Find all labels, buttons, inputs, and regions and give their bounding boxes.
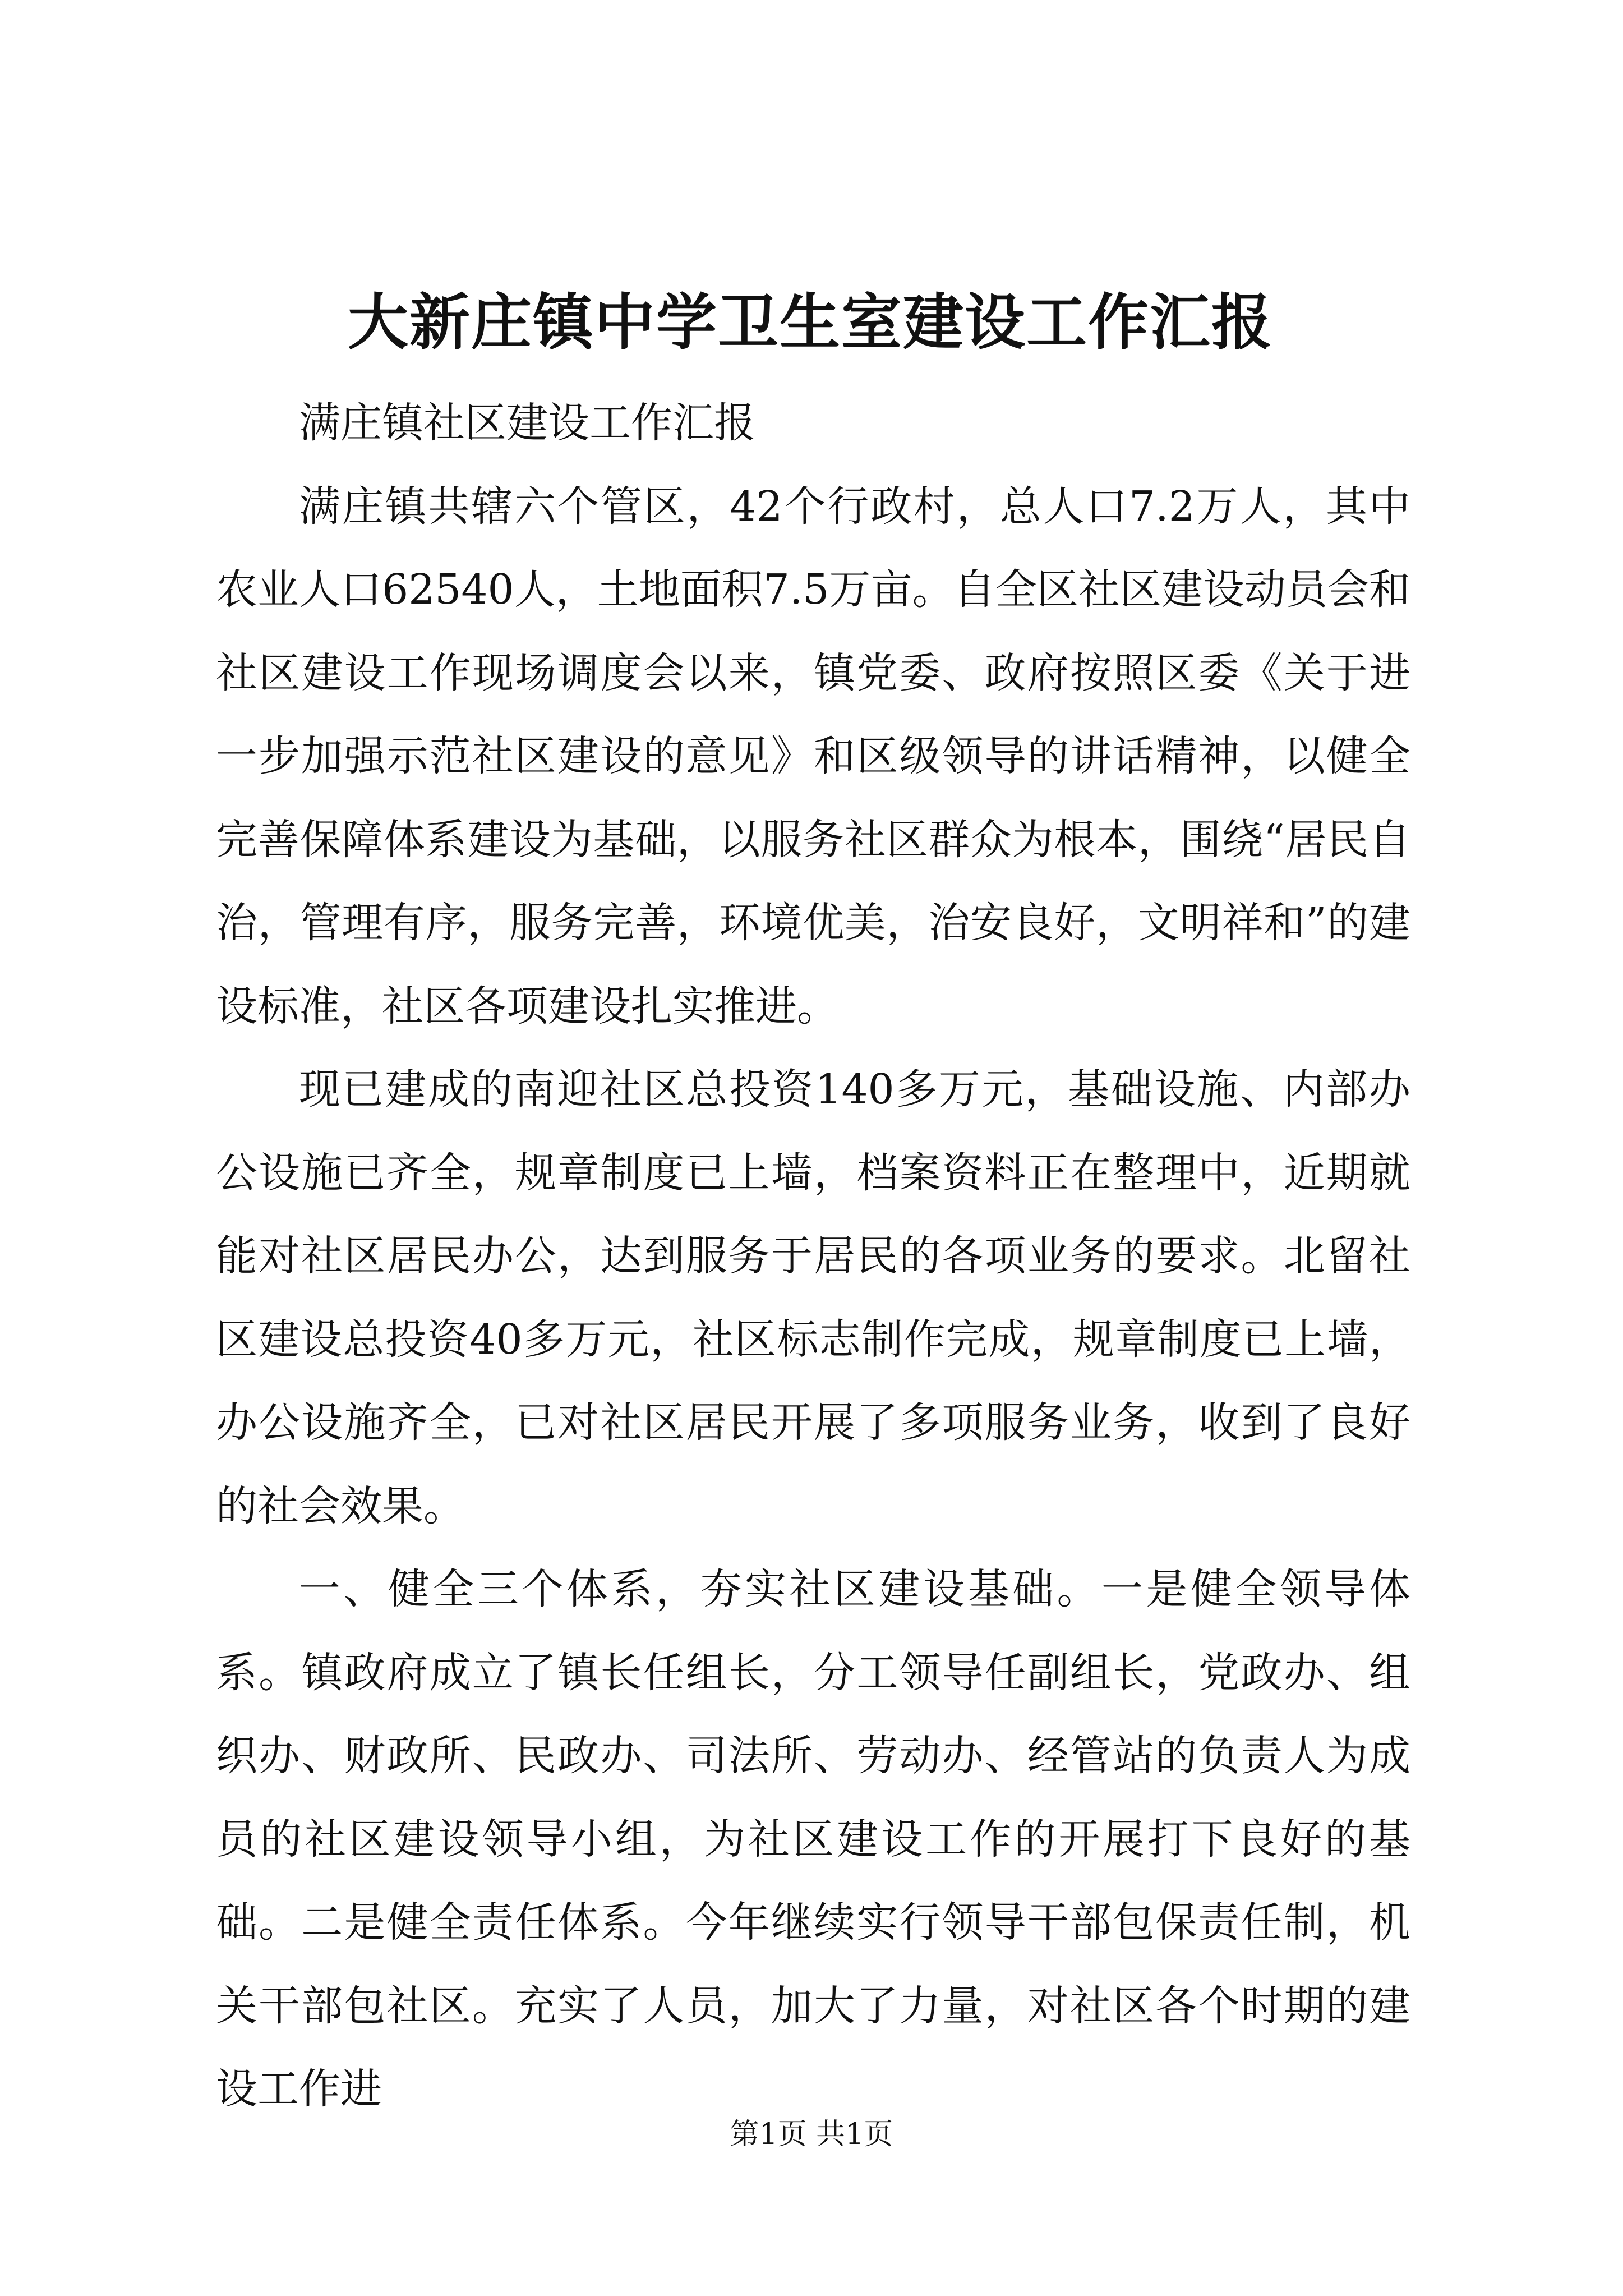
paragraph-progress: 现已建成的南迎社区总投资140多万元，基础设施、内部办公设施已齐全，规章制度已上墙，档案资料正在整理中，近期就能对社区居民办公，达到服务于居民的各项业务的要求。北留社区建设总投资40多万元，社区标志制作完成，规章制度已上墙，办公设施齐全，已对社区居民开展了多项服务业务，收到了良好的社会效果。 <box>216 1065 1410 1530</box>
page-total: 共1页 <box>816 2118 893 2151</box>
paragraph-systems: 一、健全三个体系，夯实社区建设基础。一是健全领导体系。镇政府成立了镇长任组长，分工领导任副组长，党政办、组织办、财政所、民政办、司法所、劳动办、经管站的负责人为成员的社区建设领导小组，为社区建设工作的开展打下良好的基础。二是健全责任体系。今年继续实行领导干部包保责任制，机关干部包社区。充实了人员，加大了力量，对社区各个时期的建设工作进 <box>216 1565 1410 2113</box>
page-footer <box>0 2115 1623 2154</box>
paragraph-overview: 满庄镇共辖六个管区，42个行政村，总人口7.2万人，其中农业人口62540人，土地面积7.5万亩。自全区社区建设动员会和社区建设工作现场调度会以来，镇党委、政府按照区委《关于进一步加强示范社区建设的意见》和区级领导的讲话精神，以健全完善保障体系建设为基础，以服务社区群众为根本，围绕“居民自治，管理有序，服务完善，环境优美，治安良好，文明祥和”的建设标准，社区各项建设扎实推进。 <box>216 482 1410 1030</box>
document-body <box>216 381 1410 2131</box>
paragraph-subtitle: 满庄镇社区建设工作汇报 <box>299 399 755 447</box>
document-title: 大新庄镇中学卫生室建设工作汇报 <box>347 287 1273 358</box>
page-number: 第1页 <box>730 2118 807 2151</box>
